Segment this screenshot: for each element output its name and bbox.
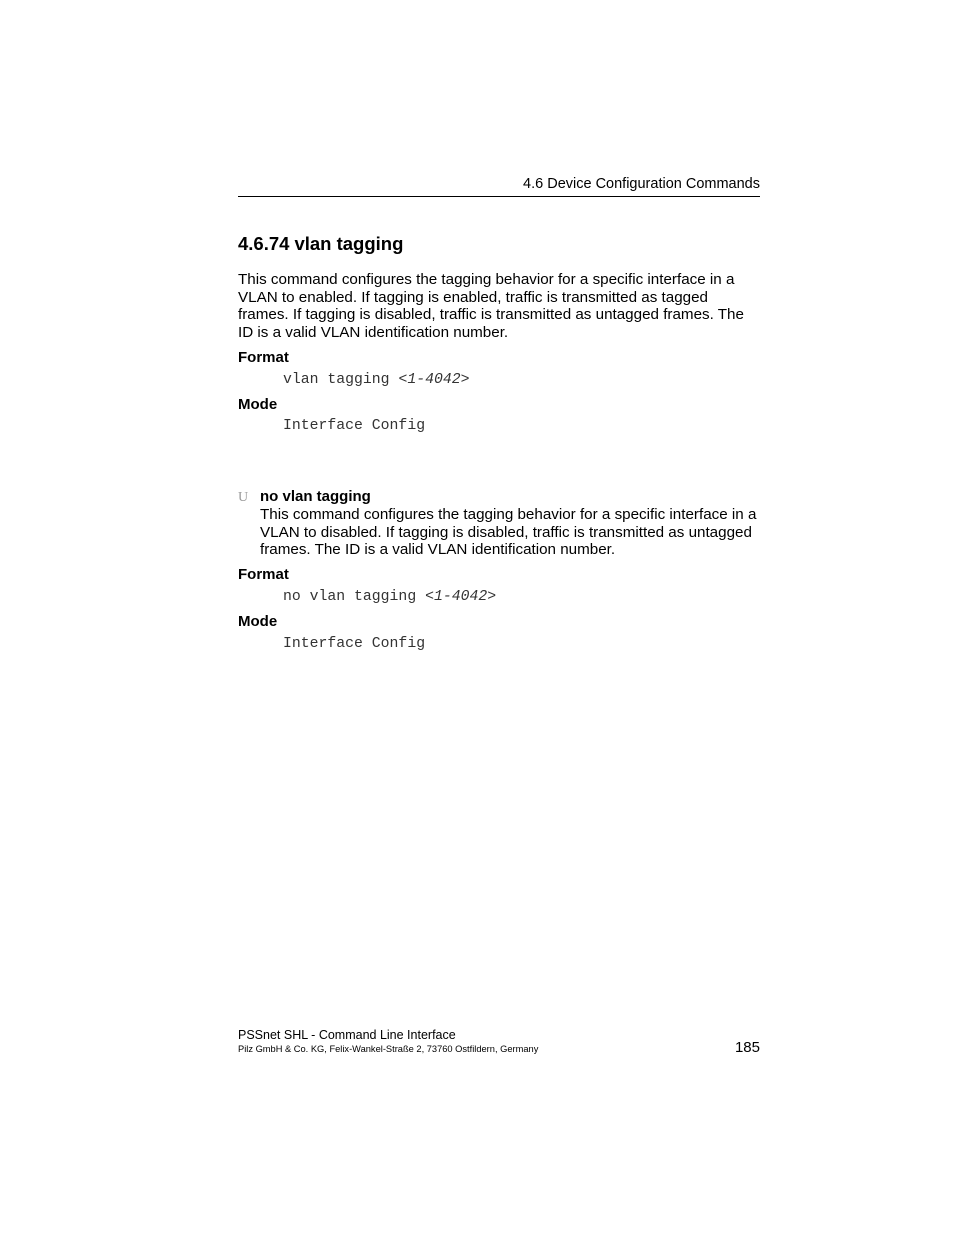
footer-title: PSSnet SHL - Command Line Interface bbox=[238, 1028, 456, 1042]
section-title: vlan tagging bbox=[294, 233, 404, 254]
no-format-parameter: <1-4042> bbox=[425, 589, 497, 605]
format-syntax bbox=[283, 371, 469, 389]
no-format-command: no vlan tagging bbox=[283, 589, 426, 605]
bullet-marker: U bbox=[238, 490, 249, 505]
section-number: 4.6.74 bbox=[238, 233, 290, 254]
running-header: 4.6 Device Configuration Commands bbox=[523, 176, 760, 192]
format-parameter: <1-4042> bbox=[398, 372, 470, 388]
no-mode-value: Interface Config bbox=[283, 636, 426, 652]
mode-value: Interface Config bbox=[283, 418, 426, 434]
no-command-description: This command configures the tagging behavior for a specific interface in a VLAN to disabled. If tagging is disabled, traffic is transmitted as untagged frames. The ID is a valid VLAN identification number. bbox=[260, 506, 757, 559]
header-rule bbox=[238, 196, 760, 197]
section-description: This command configures the tagging behavior for a specific interface in a VLAN to enabled. If tagging is enabled, traffic is transmitted as tagged frames. If tagging is disabled, traffic is transmitted as untagged frames. The ID is a valid VLAN identification number. bbox=[238, 271, 744, 342]
no-format-label: Format bbox=[238, 566, 289, 583]
footer-address: Pilz GmbH & Co. KG, Felix-Wankel-Straße 2, 73760 Ostfildern, Germany bbox=[238, 1044, 539, 1054]
format-command: vlan tagging bbox=[283, 372, 399, 388]
format-label: Format bbox=[238, 349, 289, 366]
section-heading bbox=[238, 233, 403, 255]
no-format-syntax bbox=[283, 588, 496, 606]
no-command-title: no vlan tagging bbox=[260, 488, 371, 505]
no-mode-label: Mode bbox=[238, 613, 278, 630]
page-number: 185 bbox=[734, 1039, 760, 1056]
mode-label: Mode bbox=[238, 396, 278, 413]
